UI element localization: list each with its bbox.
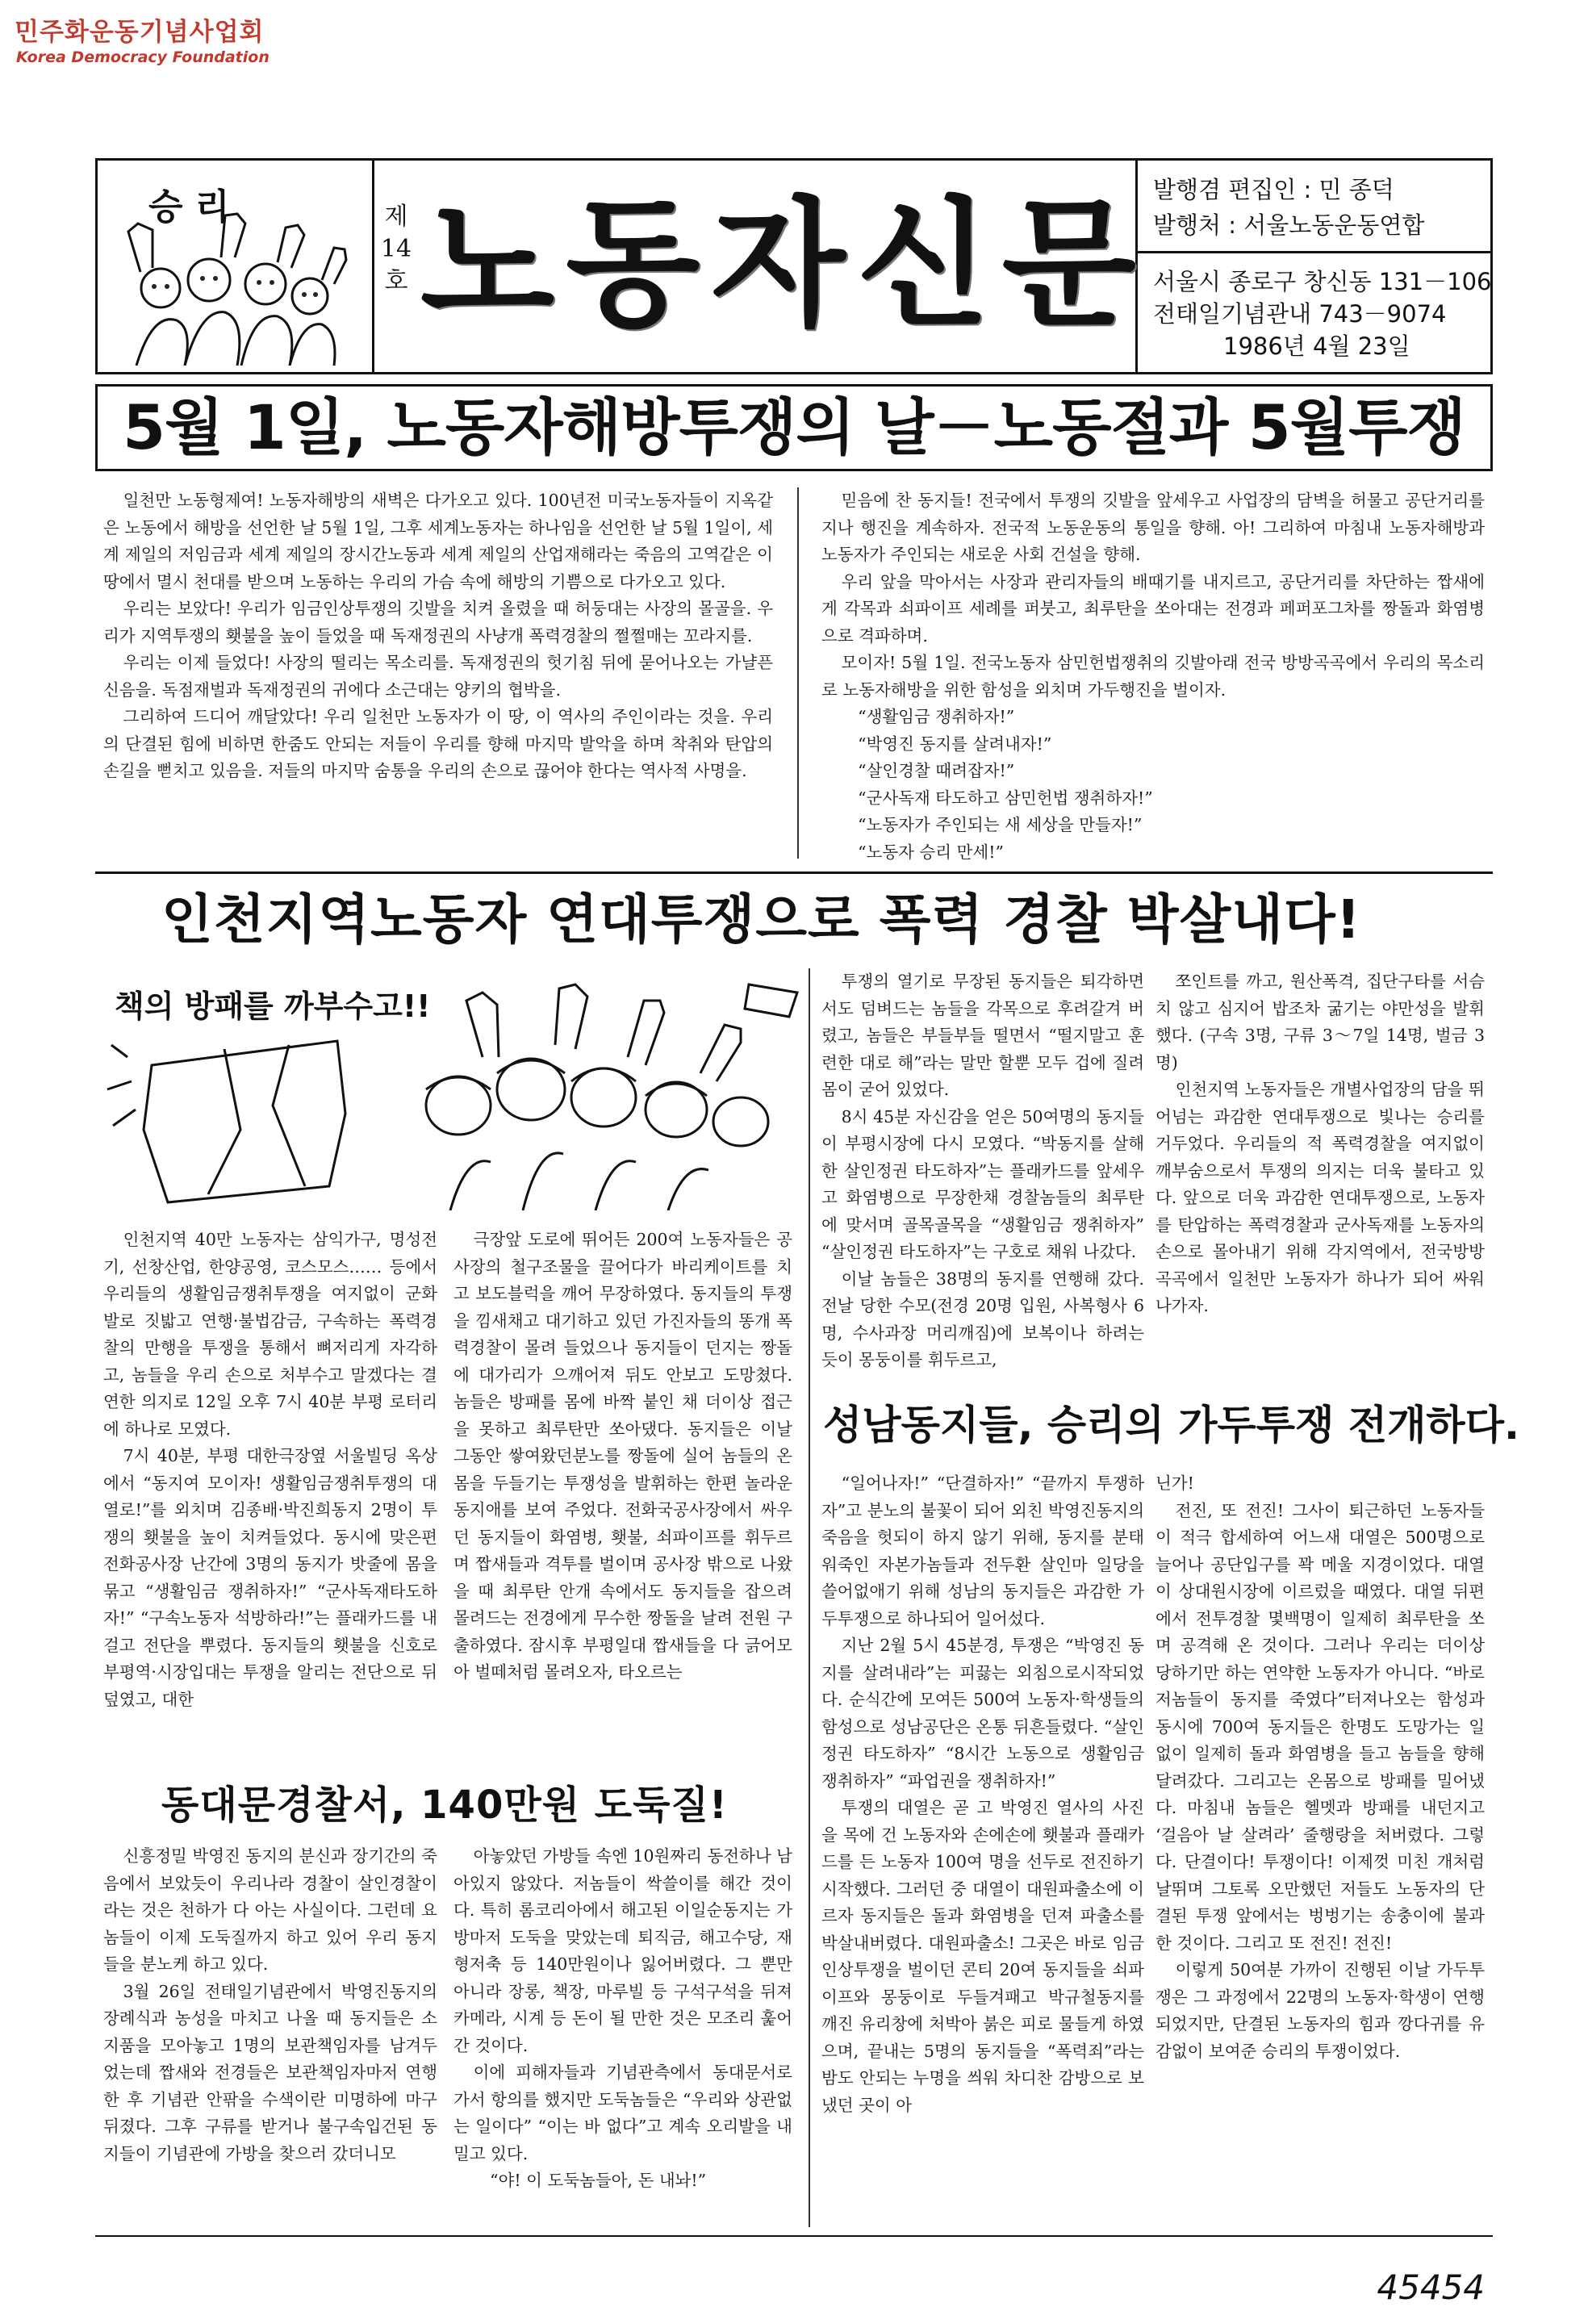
article4-column-2	[1155, 1470, 1485, 2065]
article4-title: 성남동지들, 승리의 가두투쟁 전개하다.	[823, 1402, 1520, 1448]
article3-title: 동대문경찰서, 140만원 도둑질!	[161, 1783, 728, 1828]
page-number: 45454	[1377, 2268, 1485, 2307]
paragraph: 8시 45분 자신감을 얻은 50여명의 동지들이 부평시장에 다시 모였다. “박동지를 살해한 살인정권 타도하자”는 플래카드를 앞세우고 화염병으로 무장한채 경찰놈들의 최루탄에 맞서며 골목골목을 “생활임금 쟁취하자” “살인정권 타도하자”는 구호로 채워 나갔다.	[821, 1106, 1144, 1261]
slogan: “노동자 승리 만세!”	[858, 842, 1004, 862]
paragraph: 모이자! 5월 1일. 전국노동자 삼민헌법쟁취의 깃발아래 전국 방방곡곡에서 우리의 목소리로 노동자해방을 위한 함성을 외치며 가두행진을 벌이자.	[821, 653, 1485, 700]
paragraph: 7시 40분, 부평 대한극장옆 서울빌딩 옥상에서 “동지여 모이자! 생활임금쟁취투쟁의 대열로!”를 외치며 김종배·박진희동지 2명이 투쟁의 횃불을 높이 치켜들었다. 동시에 맞은편 전화공사장 난간에 3명의 동지가 밧줄에 몸을 묶고 “생활임금 쟁취하자!” “군사독재타도하자!” “구속노동자 석방하라!”는 플래카드를 내걸고 전단을 뿌렸다. 동지들의 횃불을 신호로 부평역·시장입대는 투쟁을 알리는 전단으로 뒤덮였고, 대한	[103, 1446, 437, 1709]
paragraph: 이렇게 50여분 가까이 진행된 이날 가두투쟁은 그 과정에서 22명의 노동자·학생이 연행되었지만, 단결된 노동자의 힘과 깡다귀를 유감없이 보여준 승리의 투쟁이었다.	[1155, 1960, 1485, 2061]
raised-fists-icon	[128, 214, 346, 366]
paragraph: 투쟁의 열기로 무장된 동지들은 퇴각하면서도 덤벼드는 놈들을 각목으로 후려갈겨 버렸고, 놈들은 부들부들 떨면서 “떨지말고 훈련한 대로 해”라는 말만 할뿐 모두 겁에 질려 몸이 굳어 있었다.	[821, 972, 1144, 1099]
paragraph: 지난 2월 5시 45분경, 투쟁은 “박영진 동지를 살려내라”는 피끓는 외침으로시작되었다. 순식간에 모여든 500여 노동자·학생들의 함성으로 성남공단은 온통 뒤흔들렸다. “살인정권 타도하자” “8시간 노동으로 생활임금 쟁취하자” “파업권을 쟁취하자!”	[821, 1636, 1144, 1791]
article4-column-1	[821, 1470, 1144, 2119]
article2-column-4	[1155, 968, 1485, 1320]
logo-text: 승 리	[148, 186, 230, 228]
paragraph: 믿음에 찬 동지들! 전국에서 투쟁의 깃발을 앞세우고 사업장의 담벽을 허물고 공단거리를 지나 행진을 계속하자. 전국적 노동운동의 통일을 향해. 아! 그리하여 마침내 노동자해방과 노동자가 주인되는 새로운 사회 건설을 향해.	[821, 491, 1485, 564]
page-bottom-rule	[95, 2235, 1493, 2237]
article2-column-2	[453, 1227, 792, 1687]
slogan: “살인경찰 때려잡자!”	[858, 761, 1015, 780]
paragraph: 극장앞 도로에 뛰어든 200여 노동자들은 공사장의 철구조물을 끌어다가 바리케이트를 치고 보도블럭을 깨어 무장하였다. 동지들의 투쟁을 낌새채고 대기하고 있던 가진자들의 똥개 폭력경찰이 몰려 들었으나 동지들이 던지는 짱돌에 대가리가 으깨어져 뒤도 안보고 도망쳤다. 놈들은 방패를 몸에 바짝 붙인 채 더이상 접근을 못하고 최루탄만 쏘아댔다. 동지들은 이날 그동안 쌓여왔던분노를 짱돌에 실어 놈들의 온몸을 두들기는 투쟁성을 발휘하는 한편 놀라운 동지애를 보여 주었다. 전화국공사장에서 싸우던 동지들이 화염병, 횃불, 쇠파이프를 휘두르며 짭새들과 격투를 벌이며 공사장 밖으로 나왔을 때 최루탄 안개 속에서도 동지들을 잡으려 몰려드는 전경에게 무수한 짱돌을 날려 전원 구출하였다. 잠시후 부평일대 짭새들을 다 긁어모아 벌떼처럼 몰려오자, 타오르는	[453, 1230, 792, 1682]
paragraph: 아놓았던 가방들 속엔 10원짜리 동전하나 남아있지 않았다. 저놈들이 싹쓸이를 해간 것이다. 특히 롬코리아에서 해고된 이일순동지는 가방마저 도둑을 맞았는데 퇴직금, 해고수당, 재형저축 등 140만원이나 잃어버렸다. 그 뿐만 아니라 장롱, 책장, 마루빌 등 구석구석을 뒤져 카메라, 시계 등 돈이 될 만한 것은 모조리 훑어 간 것이다.	[453, 1846, 792, 2055]
paragraph: 투쟁의 대열은 곧 고 박영진 열사의 사진을 목에 건 노동자와 손에손에 횃불과 플래카드를 든 노동자 100여 명을 선두로 전진하기 시작했다. 그러던 중 대열이 대원파출소에 이르자 동지들은 돌과 화염병을 던져 파출소를 박살내버렸다. 대원파출소! 그곳은 바로 임금인상투쟁을 벌이던 콘티 20여 동지들을 쇠파이프와 몽둥이로 두들겨패고 박규철동지를 깨진 유리창에 처박아 붉은 피로 물들게 하였으며, 끝내는 5명의 동지들을 “폭력죄”라는 밤도 안되는 누명을 씌워 차디찬 감방으로 보냈던 곳이 아	[821, 1798, 1144, 2115]
paragraph: 인천지역 40만 노동자는 삼익가구, 명성전기, 선창산업, 한양공영, 코스모스…… 등에서 우리들의 생활임금쟁취투쟁을 여지없이 군화발로 짓밟고 연행·불법감금, 구속하는 폭력경찰의 만행을 투쟁을 통해서 뼈저리게 자각하고, 놈들을 우리 손으로 처부수고 말겠다는 결연한 의지로 12일 오후 7시 40분 부평 로터리에 하나로 모였다.	[103, 1230, 437, 1439]
paragraph: “야! 이 도둑놈들아, 돈 내놔!”	[490, 2171, 707, 2190]
watermark-org-en: Korea Democracy Foundation	[16, 48, 270, 66]
article3-column-1	[103, 1843, 437, 2167]
publisher-line: 발행겸 편집인 : 민 종덕	[1153, 176, 1394, 203]
paragraph: “일어나자!” “단결하자!” “끝까지 투쟁하자”고 분노의 불꽃이 되어 외친 박영진동지의 죽음을 헛되이 하지 않기 위해, 동지를 분태워죽인 자본가놈들과 전두환 살인마 일당을 쓸어없애기 위해 성남의 동지들은 과감한 가두투쟁으로 하나되어 일어섰다.	[821, 1473, 1144, 1628]
issue-label: 제	[384, 203, 408, 231]
cartoon-caption: 책의 방패를 까부수고!!	[115, 989, 431, 1024]
article3-column-2	[453, 1843, 792, 2195]
protest-cartoon	[103, 968, 805, 1210]
broken-shield-icon	[107, 1041, 345, 1202]
paragraph: 이에 피해자들과 기념관측에서 동대문서로 가서 항의를 했지만 도둑놈들은 “우리와 상관없는 일이다” “이는 바 없다”고 계속 오리발을 내밀고 있다.	[453, 2063, 792, 2163]
publisher-line: 전태일기념관내 743－9074	[1153, 300, 1447, 328]
slogan: “박영진 동지를 살려내자!”	[858, 734, 1052, 754]
paragraph: 우리는 보았다! 우리가 임금인상투쟁의 깃발을 치켜 올렸을 때 허둥대는 사장의 몰골을. 우리가 지역투쟁의 횃불을 높이 들었을 때 독재정권의 사냥개 폭력경찰의 쩔쩔매는 꼬라지를.	[103, 599, 773, 646]
paragraph: 인천지역 노동자들은 개별사업장의 담을 뛰어넘는 과감한 연대투쟁으로 빛나는 승리를 거두었다. 우리들의 적 폭력경찰을 여지없이 깨부숨으로서 투쟁의 의지는 더욱 불타고 있다. 앞으로 더욱 과감한 연대투쟁으로, 노동자를 탄압하는 폭력경찰과 군사독재를 노동자의 손으로 몰아내기 위해 각지역에서, 전국방방곡곡에서 일천만 노동자가 하나가 되어 싸워나가자.	[1155, 1080, 1485, 1315]
article1-right-column	[821, 487, 1485, 866]
victory-logo	[104, 167, 362, 366]
paragraph: 쪼인트를 까고, 원산폭격, 집단구타를 서슴치 않고 심지어 밥조차 굶기는 야만성을 발휘했다. (구속 3명, 구류 3～7일 14명, 벌금 3명)	[1155, 972, 1485, 1072]
section-divider	[95, 872, 1493, 874]
paragraph: 닌가!	[1155, 1473, 1194, 1493]
paragraph: 3월 26일 전태일기념관에서 박영진동지의 장례식과 농성을 마치고 나올 때 동지들은 소지품을 모아놓고 1명의 보관책임자를 남겨두었는데 짭새와 전경들은 보관책임자마저 연행한 후 기념관 안팎을 수색이란 미명하에 마구 뒤졌다. 그후 구류를 받거나 불구속입건된 동지들이 기념관에 가방을 찾으러 갔더니모	[103, 1981, 437, 2163]
protesting-workers-icon	[426, 984, 797, 1210]
watermark-org-kr: 민주화운동기념사업회	[15, 18, 265, 47]
publisher-line: 서울시 종로구 창신동 131－106	[1153, 268, 1492, 295]
masthead-divider	[1138, 251, 1490, 253]
slogan: “노동자가 주인되는 새 세상을 만들자!”	[858, 815, 1143, 834]
publisher-line: 발행처 : 서울노동운동연합	[1153, 211, 1425, 239]
masthead-divider	[372, 161, 374, 372]
paragraph: 신흥정밀 박영진 동지의 분신과 장기간의 죽음에서 보았듯이 우리나라 경찰이 살인경찰이라는 것은 천하가 다 아는 사실이다. 그런데 요놈들이 이제 도둑질까지 하고 있어 우리 동지들을 분노케 하고 있다.	[103, 1846, 437, 1974]
column-divider	[797, 487, 799, 859]
article2-column-1	[103, 1227, 437, 1713]
newspaper-title: 노동자신문	[420, 183, 1147, 345]
main-headline: 5월 1일, 노동자해방투쟁의 날－노동절과 5월투쟁	[95, 384, 1493, 471]
article1-left-column	[103, 487, 773, 785]
article2-title: 인천지역노동자 연대투쟁으로 폭력 경찰 박살내다!	[161, 888, 1361, 951]
slogan: “생활임금 쟁취하자!”	[858, 707, 1015, 726]
paragraph: 일천만 노동형제여! 노동자해방의 새벽은 다가오고 있다. 100년전 미국노동자들이 지옥같은 노동에서 해방을 선언한 날 5월 1일, 그후 세계노동자는 하나임을 선언한 날 5월 1일이, 세계 제일의 저임금과 세계 제일의 장시간노동과 세계 제일의 산업재해라는 죽음의 고역같은 이 땅에서 멸시 천대를 받으며 노동하는 우리의 가슴 속에 해방의 기쁨으로 다가오고 있다.	[103, 491, 773, 591]
masthead	[95, 158, 1493, 374]
paragraph: 전진, 또 전진! 그사이 퇴근하던 노동자들이 적극 합세하여 어느새 대열은 500명으로 늘어나 공단입구를 꽉 메울 지경이었다. 대열이 상대원시장에 이르렀을 때였다. 대열 뒤편에서 전투경찰 몇백명이 일제히 최루탄을 쏘며 공격해 온 것이다. 그러나 우리는 더이상 당하기만 하는 연약한 노동자가 아니다. “바로 저놈들이 동지를 죽였다”터져나오는 함성과 동시에 700여 동지들은 한명도 도망가는 일없이 일제히 돌과 화염병을 들고 놈들을 향해 달려갔다. 그리고는 온몸으로 방패를 밀어냈다. 마침내 놈들은 헬멧과 방패를 내던지고 ‘걸음아 날 살려라’ 줄행랑을 처버렸다. 그렇다. 단결이다! 투쟁이다! 이제껏 미친 개처럼 날뛰며 그토록 오만했던 저들도 노동자의 단결된 투쟁 앞에서는 벙벙기는 송충이에 불과한 것이다. 그리고 또 전진! 전진!	[1155, 1500, 1485, 1953]
article2-column-3	[821, 968, 1144, 1374]
paragraph: 그리하여 드디어 깨달았다! 우리 일천만 노동자가 이 땅, 이 역사의 주인이라는 것을. 우리의 단결된 힘에 비하면 한줌도 안되는 저들이 우리를 향해 마지막 발악을 하며 착취와 탄압의 손길을 뻗치고 있음을. 저들의 마지막 숨통을 우리의 손으로 끊어야 한다는 역사적 사명을.	[103, 707, 773, 780]
slogan: “군사독재 타도하고 삼민헌법 쟁취하자!”	[858, 788, 1153, 808]
issue-value: 14	[380, 235, 412, 263]
issue-label: 호	[384, 267, 408, 295]
issue-number	[380, 201, 412, 298]
column-divider	[809, 968, 810, 2227]
paragraph: 이날 놈들은 38명의 동지를 연행해 갔다. 전날 당한 수모(전경 20명 입원, 사복형사 6명, 수사과장 머리깨짐)에 보복이나 하려는 듯이 몽둥이를 휘두르고,	[821, 1269, 1144, 1369]
paragraph: 우리는 이제 들었다! 사장의 떨리는 목소리를. 독재정권의 헛기침 뒤에 묻어나오는 가냘픈 신음을. 독점재벌과 독재정권의 귀에다 소근대는 양키의 협박을.	[103, 653, 773, 700]
publish-date: 1986년 4월 23일	[1223, 332, 1410, 360]
paragraph: 우리 앞을 막아서는 사장과 관리자들의 배때기를 내지르고, 공단거리를 차단하는 짭새에게 각목과 쇠파이프 세례를 퍼붓고, 최루탄을 쏘아대는 전경과 페퍼포그차를 짱돌과 화염병으로 격파하며.	[821, 571, 1485, 646]
